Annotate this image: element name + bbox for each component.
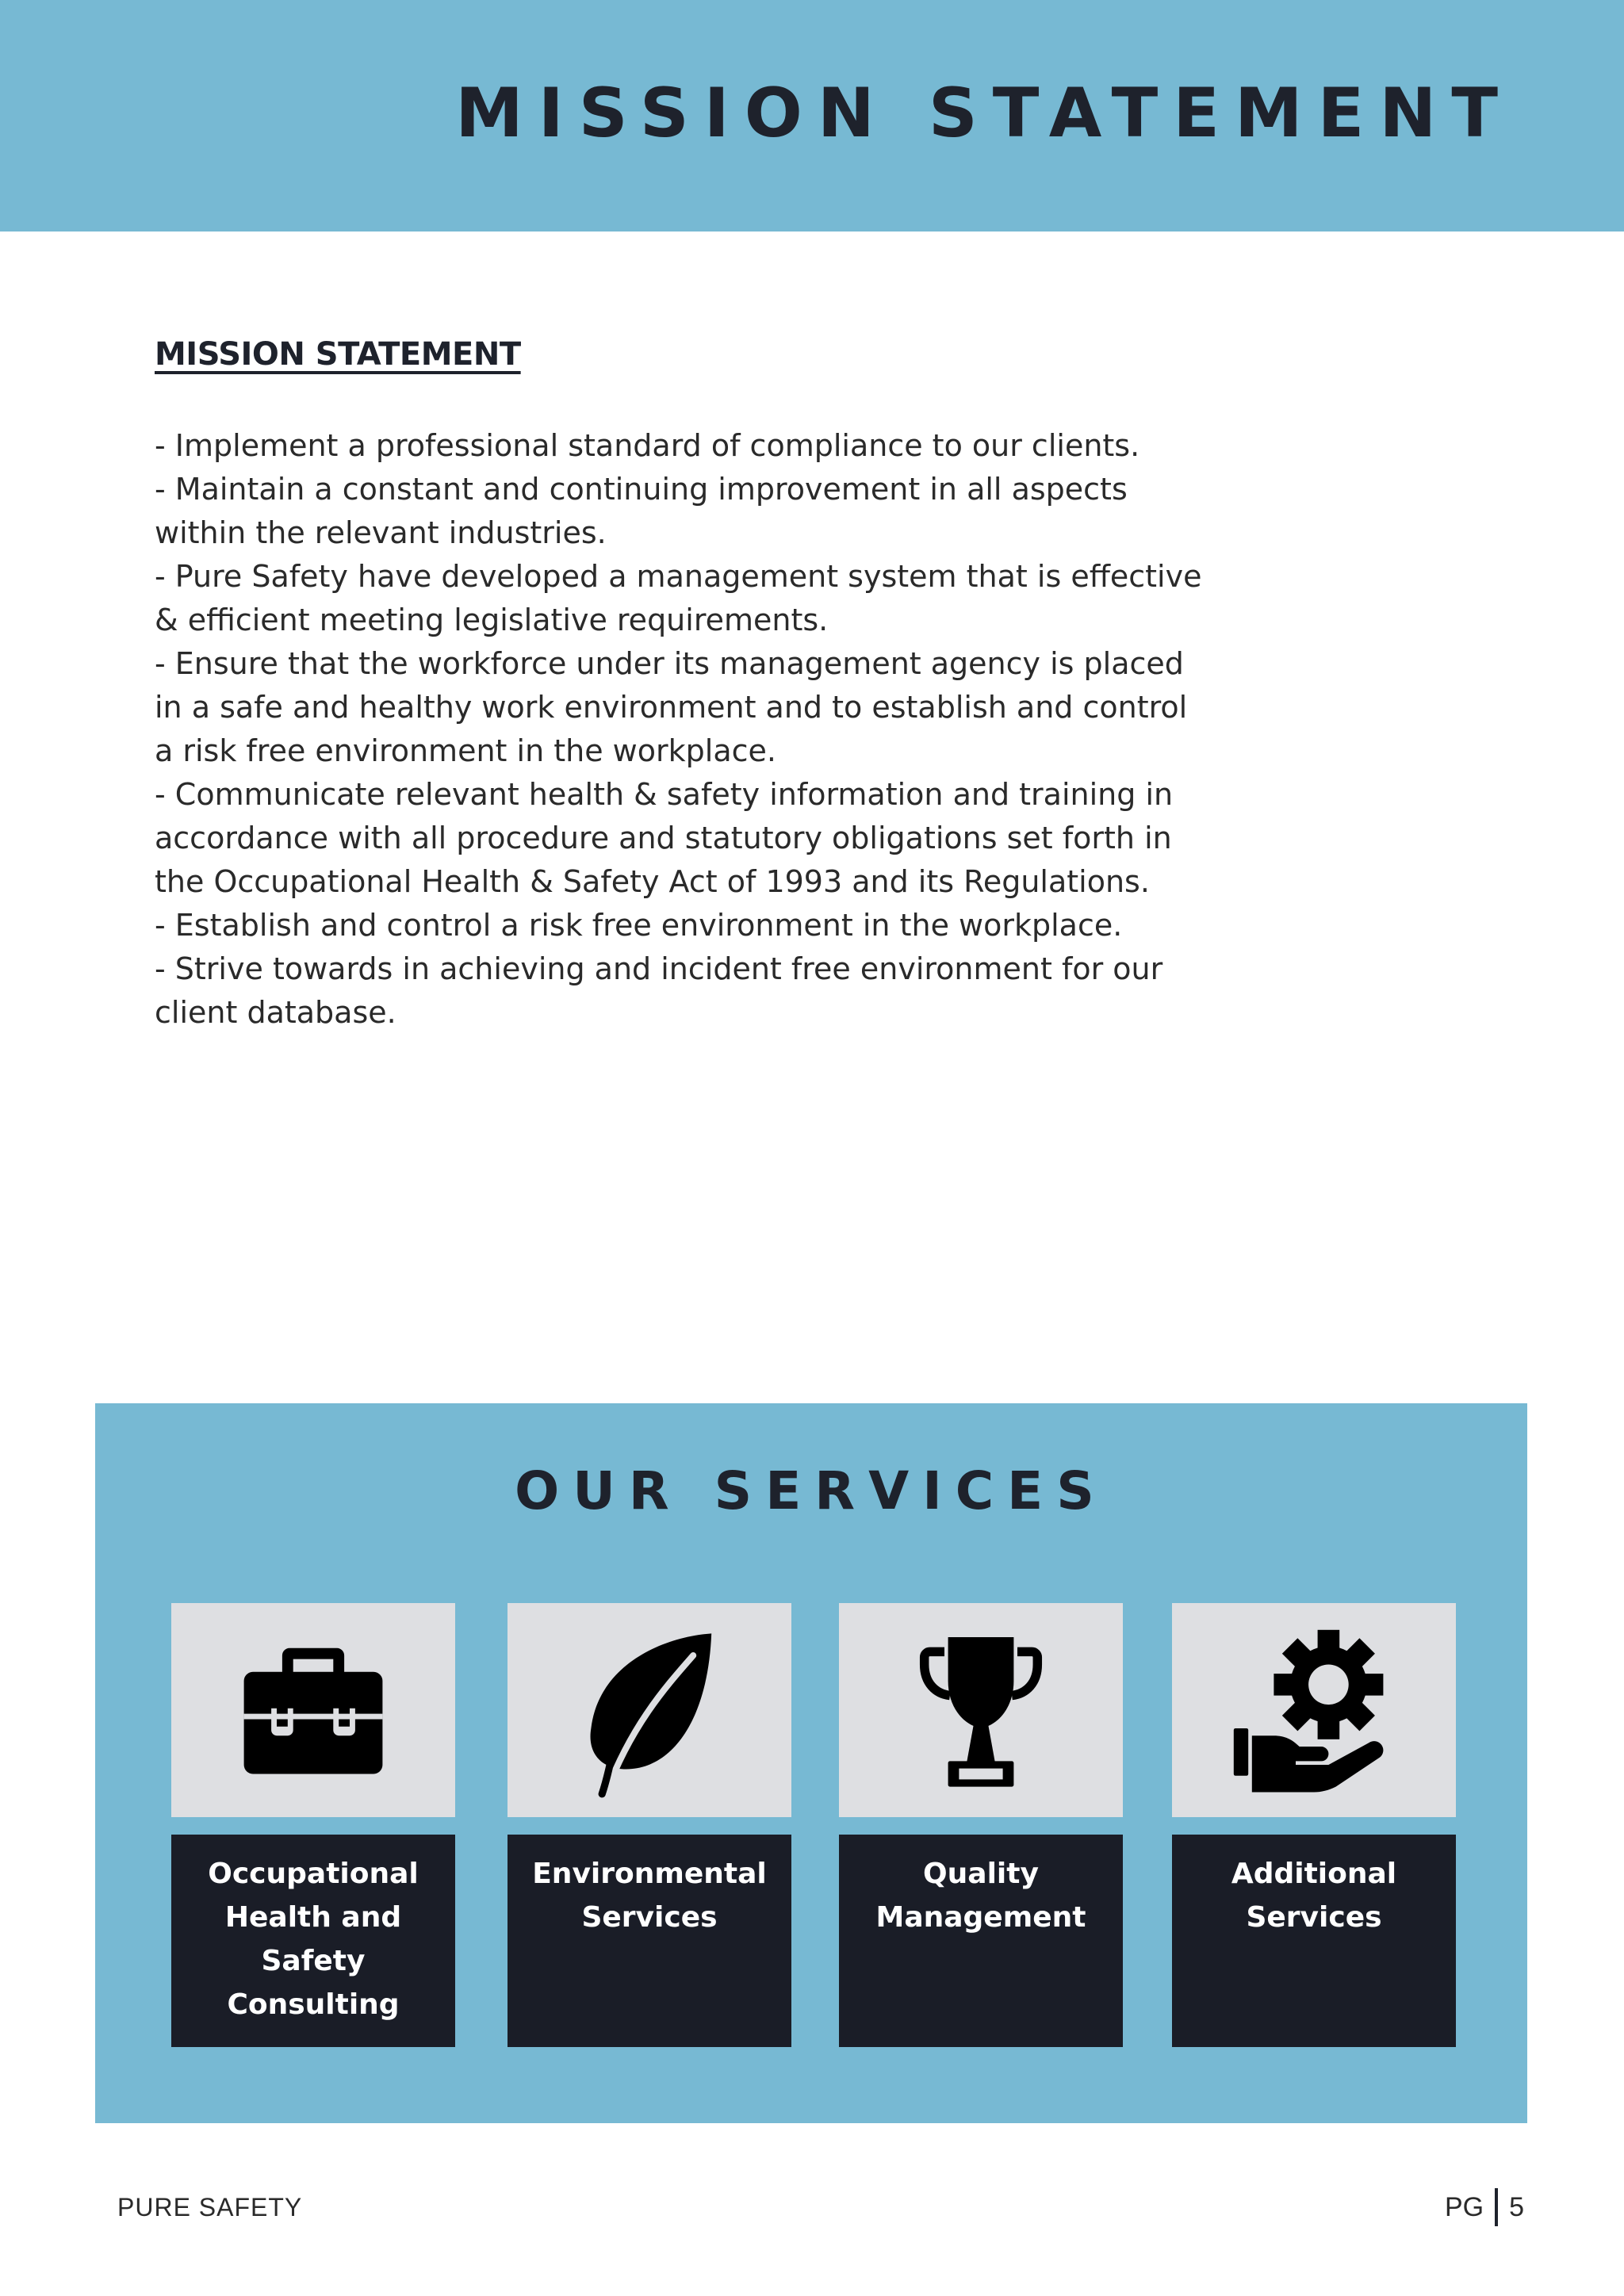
mission-line: a risk free environment in the workplace. [155,733,776,768]
mission-line: - Establish and control a risk free environment in the workplace. [155,908,1123,943]
mission-heading: MISSION STATEMENT [155,336,521,373]
mission-line: & efficient meeting legislative requirements. [155,603,829,637]
service-icon-box [1172,1603,1456,1817]
page-number-value: 5 [1509,2191,1524,2222]
services-title: OUR SERVICES [515,1460,1108,1521]
leaf-icon [558,1619,741,1801]
page-number [1445,2188,1524,2226]
service-label [839,1835,1123,2047]
page-title: MISSION STATEMENT [455,74,1513,153]
mission-line: - Strive towards in achieving and incident free environment for our [155,951,1163,986]
mission-line: - Pure Safety have developed a management system that is effective [155,559,1202,594]
footer-company: PURE SAFETY [117,2193,303,2221]
service-label-line: Environmental [532,1858,767,1890]
service-label [171,1835,455,2047]
service-label-line: Quality [923,1858,1039,1890]
hand-gear-icon [1223,1619,1405,1801]
service-label-line: Safety Consulting [227,1945,400,2021]
service-label-line: Management [875,1901,1086,1934]
service-card-quality-management [839,1603,1123,2047]
mission-text [155,424,1202,1035]
service-label [508,1835,791,2047]
service-label-line: Services [581,1901,718,1934]
mission-line: the Occupational Health & Safety Act of 1993 and its Regulations. [155,864,1150,899]
service-icon-box [839,1603,1123,1817]
header-band [0,0,1624,232]
mission-line: within the relevant industries. [155,515,607,550]
mission-line: client database. [155,995,396,1030]
mission-line: - Implement a professional standard of compliance to our clients. [155,428,1140,463]
page-divider [1495,2188,1498,2226]
service-label-line: Health and [224,1901,402,1934]
mission-line: accordance with all procedure and statutory obligations set forth in [155,821,1172,855]
trophy-icon [890,1619,1072,1801]
service-label-line: Occupational [208,1858,419,1890]
mission-line: - Maintain a constant and continuing improvement in all aspects [155,472,1128,507]
mission-line: - Communicate relevant health & safety information and training in [155,777,1174,812]
service-card-environmental [508,1603,791,2047]
page-prefix: PG [1444,2191,1484,2222]
service-card-additional [1172,1603,1456,2047]
service-icon-box [171,1603,455,1817]
mission-line: - Ensure that the workforce under its management agency is placed [155,646,1184,681]
mission-line: in a safe and healthy work environment and to establish and control [155,690,1188,725]
briefcase-icon [222,1619,404,1801]
service-card-occupational-health [171,1603,455,2047]
service-label-line: Additional [1231,1858,1397,1890]
service-label [1172,1835,1456,2047]
service-icon-box [508,1603,791,1817]
services-panel [95,1403,1527,2123]
service-label-line: Services [1246,1901,1382,1934]
